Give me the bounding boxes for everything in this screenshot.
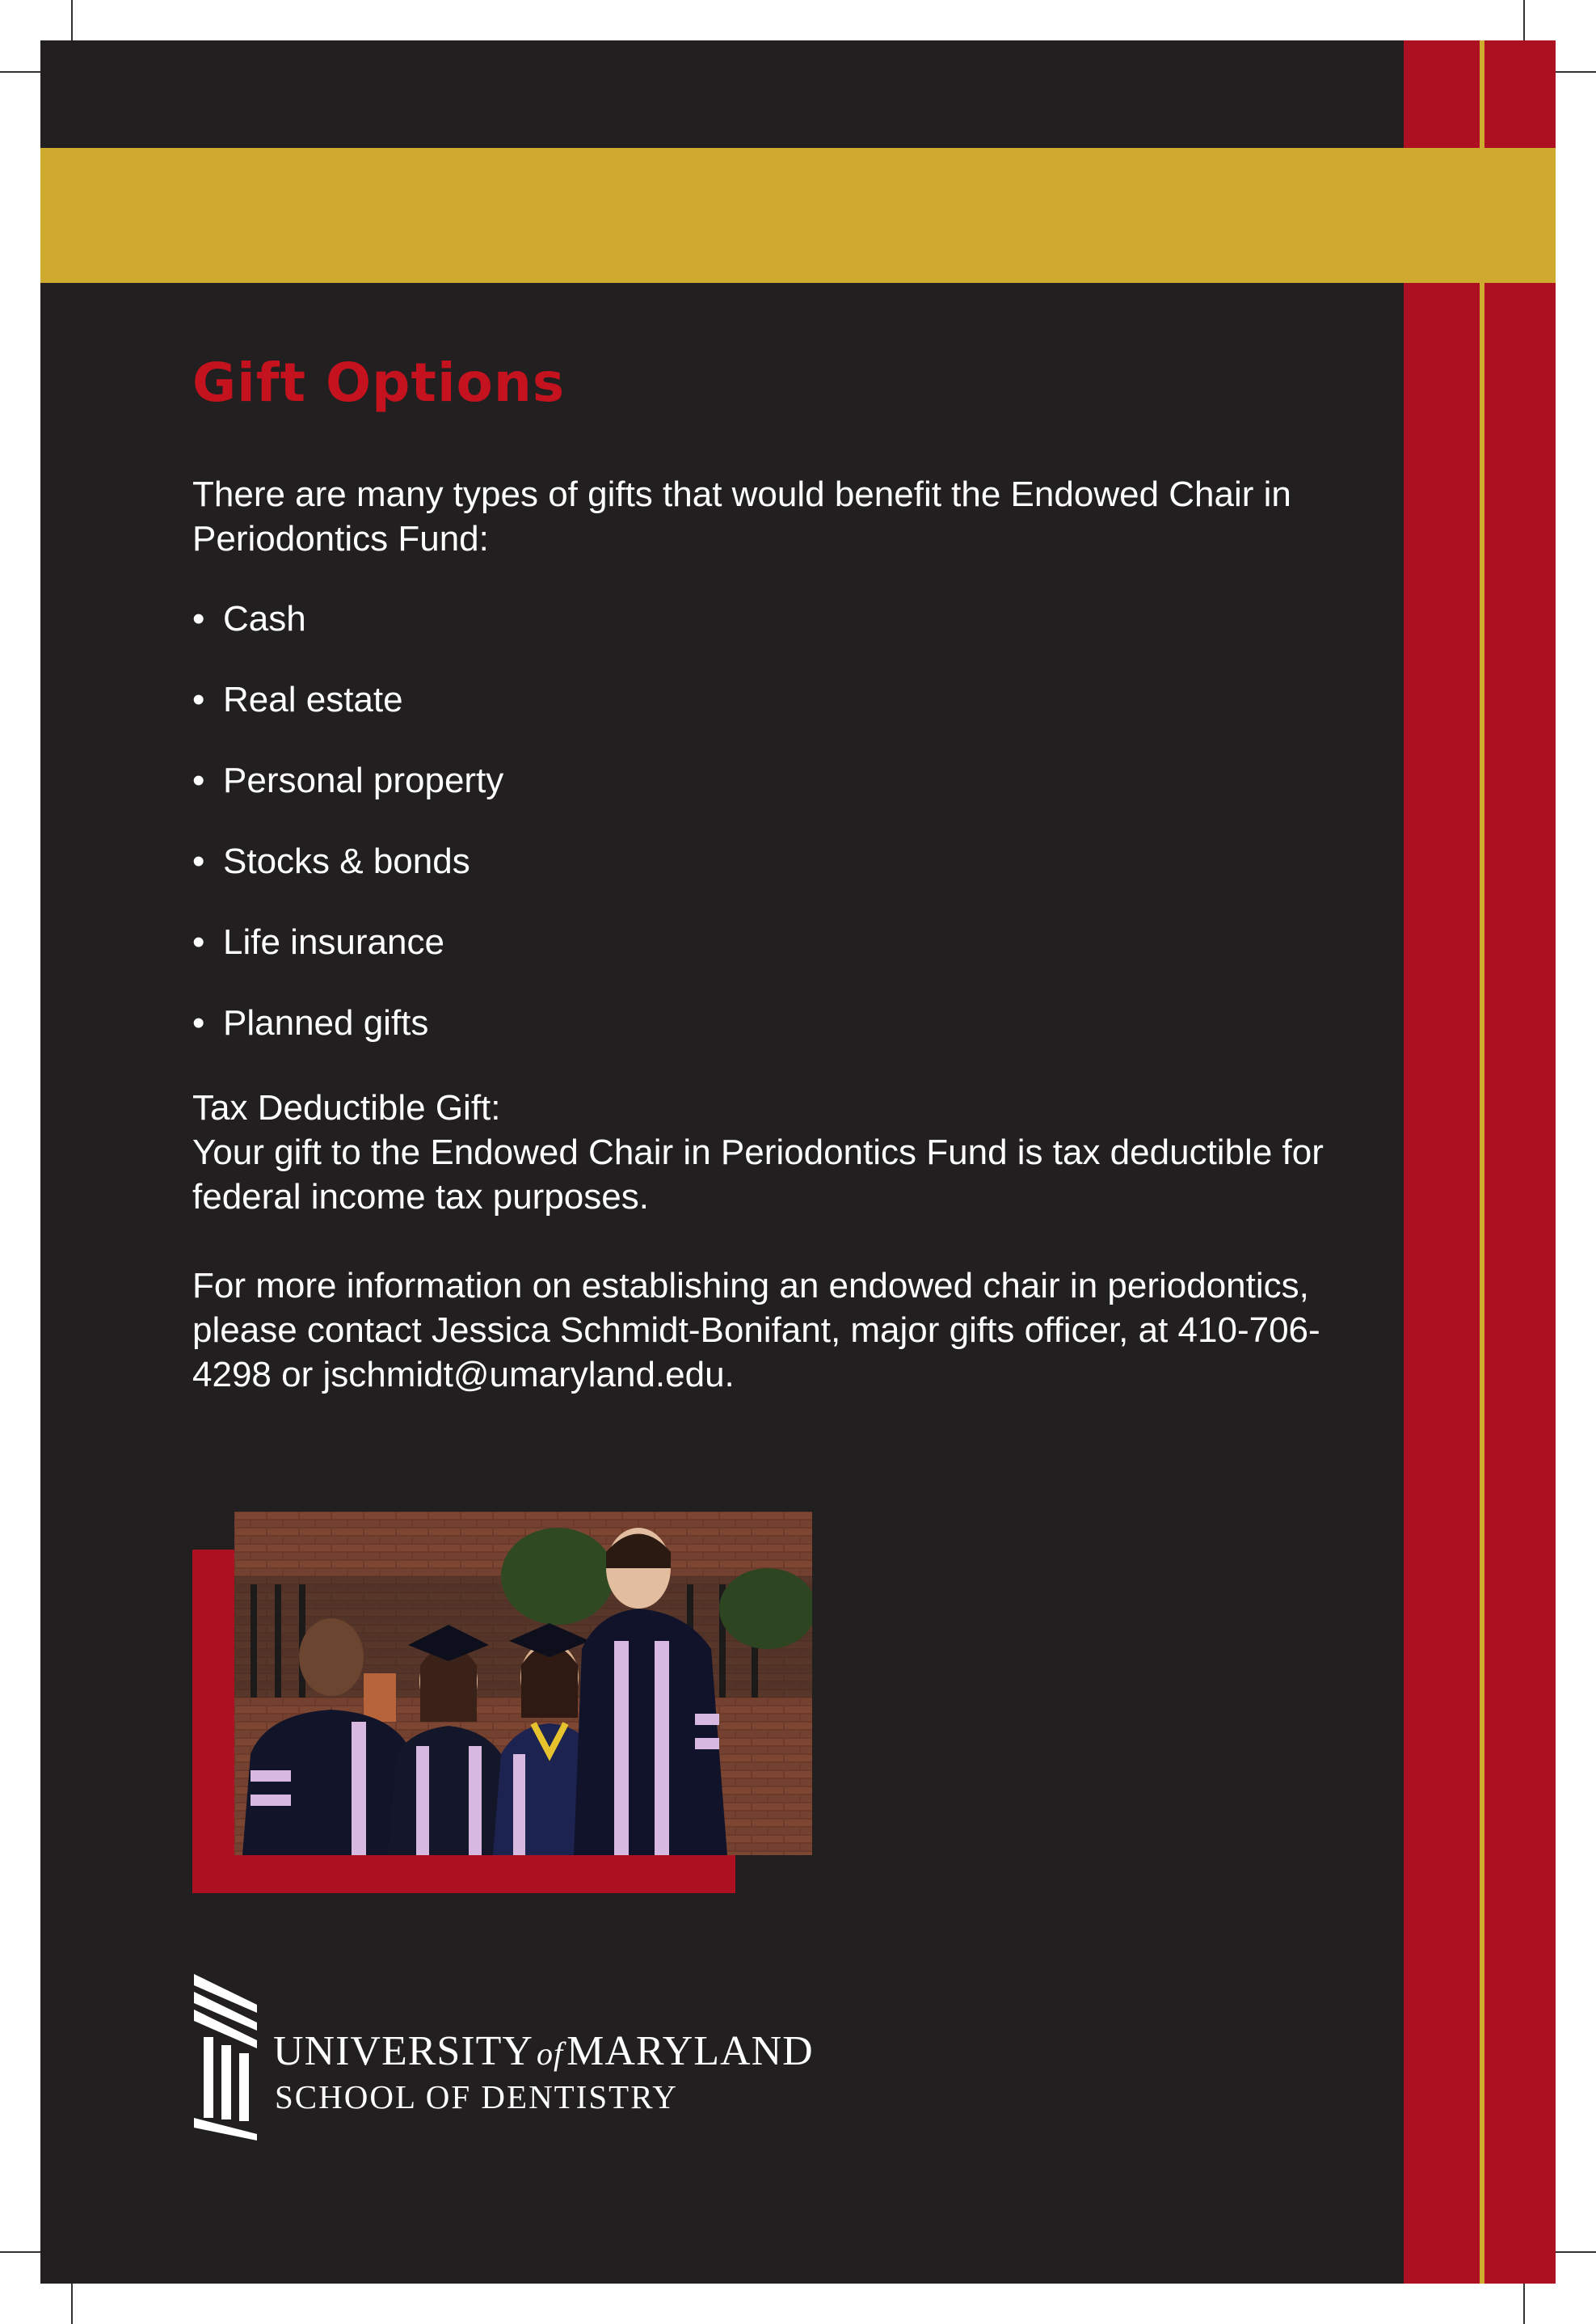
gift-options-content: [192, 352, 1372, 1397]
contact-info-text: For more information on establishing an endowed chair in periodontics, please contact Jessica Schmidt-Bonifant, major gifts officer, at 410-706-4298 or jschmidt@umaryland.edu.: [192, 1266, 1320, 1394]
graduates-photo: [234, 1512, 812, 1855]
list-item: [192, 920, 1372, 964]
list-item-label: Personal property: [223, 761, 504, 800]
bullet-icon: •: [192, 680, 205, 719]
brochure-page: [40, 40, 1556, 2284]
bullet-icon: •: [192, 761, 205, 800]
list-item: [192, 677, 1372, 722]
logo-text-of: of: [536, 2035, 564, 2072]
bullet-icon: •: [192, 599, 205, 639]
gold-pinstripe: [1480, 40, 1484, 2284]
list-item-label: Stocks & bonds: [223, 841, 470, 881]
gift-types-list: [192, 597, 1372, 1045]
list-item: [192, 758, 1372, 803]
list-item-label: Planned gifts: [223, 1003, 429, 1043]
logo-text-university: UNIVERSITY: [273, 2028, 533, 2074]
logo-university-name: [273, 2027, 814, 2075]
gold-band: [40, 148, 1556, 283]
list-item: [192, 1001, 1372, 1045]
logo-school-name: SCHOOL OF DENTISTRY: [275, 2078, 678, 2115]
university-columns-logo-icon: [192, 1972, 262, 2142]
bullet-icon: •: [192, 841, 205, 881]
intro-text: There are many types of gifts that would benefit the Endowed Chair in Periodontics Fund:: [192, 475, 1291, 559]
list-item-label: Cash: [223, 599, 306, 639]
list-item: [192, 839, 1372, 884]
list-item: [192, 597, 1372, 641]
bullet-icon: •: [192, 922, 205, 962]
gold-band-divider: [1480, 148, 1484, 283]
tax-deductible-text: Your gift to the Endowed Chair in Periodontics Fund is tax deductible for federal income tax purposes.: [192, 1132, 1324, 1217]
list-item-label: Life insurance: [223, 922, 444, 962]
red-side-strip: [1404, 40, 1556, 2284]
university-logo: [192, 1972, 814, 2142]
tax-deductible-title: Tax Deductible Gift:: [192, 1088, 501, 1128]
graduates-photo-icon: [234, 1512, 812, 1855]
logo-text-maryland: MARYLAND: [566, 2028, 814, 2074]
bullet-icon: •: [192, 1003, 205, 1043]
page-title: Gift Options: [192, 352, 566, 414]
list-item-label: Real estate: [223, 680, 403, 719]
